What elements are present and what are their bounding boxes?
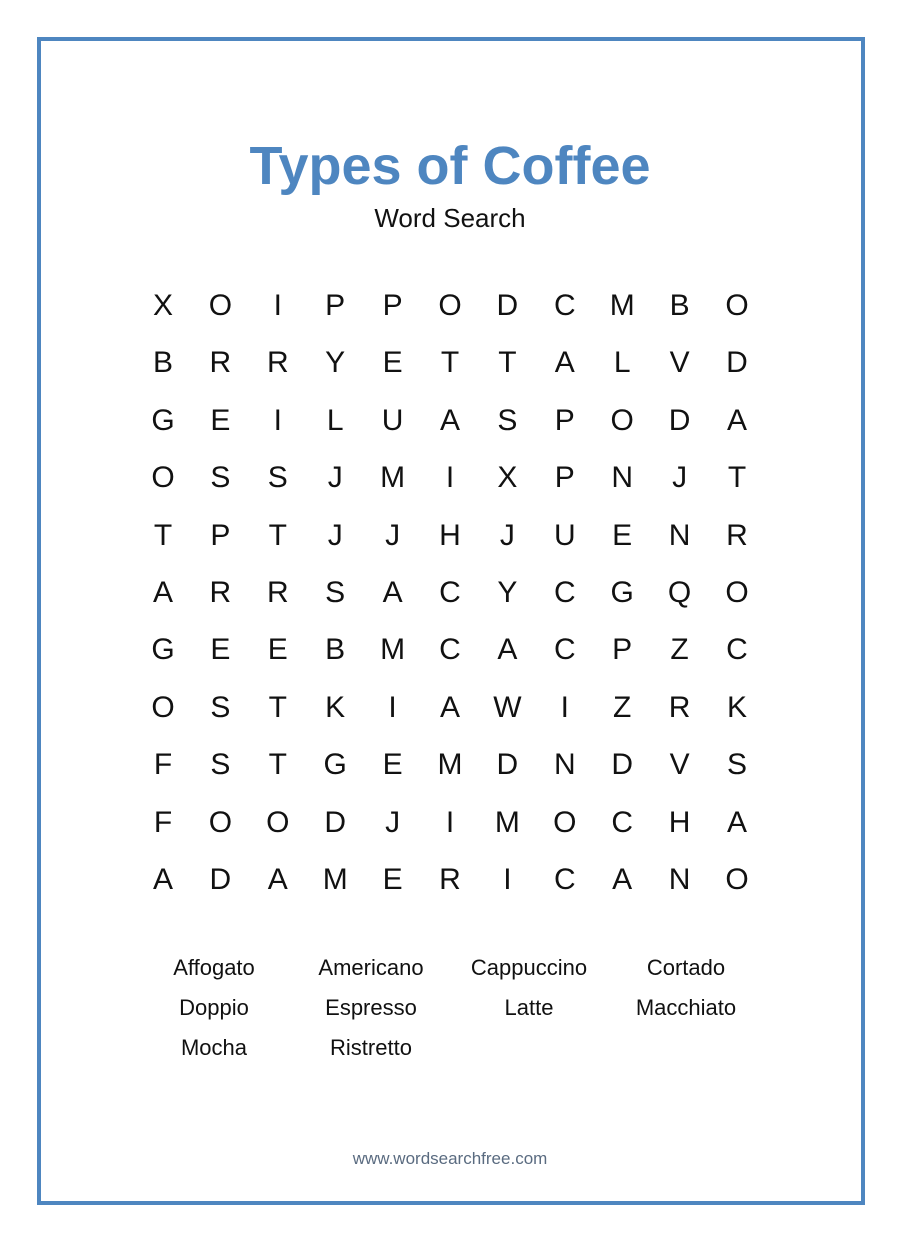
puzzle-subtitle: Word Search bbox=[374, 203, 526, 233]
grid-letter[interactable]: K bbox=[325, 690, 346, 724]
grid-letter[interactable]: G bbox=[610, 576, 634, 609]
grid-letter[interactable]: F bbox=[153, 805, 173, 839]
grid-letter[interactable]: Z bbox=[613, 690, 632, 724]
grid-letter[interactable]: N bbox=[611, 461, 634, 495]
word-list-item: Doppio bbox=[179, 995, 249, 1020]
grid-letter[interactable]: S bbox=[210, 461, 231, 495]
grid-letter[interactable]: G bbox=[151, 633, 175, 667]
grid-letter[interactable]: R bbox=[266, 576, 289, 609]
grid-letter[interactable]: J bbox=[327, 461, 343, 495]
grid-letter[interactable]: H bbox=[439, 518, 461, 552]
grid-letter[interactable]: C bbox=[439, 576, 461, 609]
grid-letter[interactable]: D bbox=[496, 748, 519, 782]
grid-letter[interactable]: L bbox=[613, 346, 631, 380]
grid-letter[interactable]: P bbox=[554, 461, 575, 495]
grid-letter[interactable]: F bbox=[153, 748, 173, 782]
grid-letter[interactable]: O bbox=[151, 461, 175, 495]
grid-letter[interactable]: S bbox=[497, 403, 518, 437]
grid-letter[interactable]: T bbox=[440, 346, 460, 380]
grid-letter[interactable]: O bbox=[208, 805, 233, 839]
grid-letter[interactable]: R bbox=[266, 346, 289, 380]
grid-letter[interactable]: D bbox=[611, 748, 634, 782]
grid-letter[interactable]: A bbox=[439, 690, 460, 724]
grid-letter[interactable]: J bbox=[499, 518, 515, 552]
grid-letter[interactable]: X bbox=[497, 461, 518, 495]
grid-letter[interactable]: R bbox=[668, 690, 691, 724]
grid-letter[interactable]: Z bbox=[670, 633, 689, 667]
grid-letter[interactable]: T bbox=[727, 461, 747, 495]
grid-letter[interactable]: S bbox=[726, 748, 747, 782]
grid-letter[interactable]: T bbox=[268, 690, 287, 724]
grid-letter[interactable]: N bbox=[668, 518, 691, 552]
grid-letter[interactable]: A bbox=[554, 346, 575, 380]
word-list-item: Macchiato bbox=[635, 995, 737, 1020]
grid-letter[interactable]: D bbox=[324, 805, 347, 839]
grid-letter[interactable]: I bbox=[273, 289, 282, 322]
grid-letter[interactable]: L bbox=[326, 403, 344, 437]
grid-letter[interactable]: O bbox=[725, 863, 749, 896]
grid-letter[interactable]: M bbox=[380, 461, 406, 495]
grid-letter[interactable]: W bbox=[493, 690, 522, 724]
grid-letter[interactable]: A bbox=[267, 863, 288, 896]
grid-letter[interactable]: Y bbox=[497, 576, 518, 609]
word-list-item: Affogato bbox=[173, 955, 255, 980]
grid-letter[interactable]: E bbox=[210, 633, 231, 667]
grid-letter[interactable]: U bbox=[553, 518, 576, 552]
grid-letter[interactable]: J bbox=[327, 518, 343, 552]
grid-letter[interactable]: A bbox=[152, 576, 173, 609]
grid-letter[interactable]: S bbox=[210, 748, 231, 782]
grid-letter[interactable]: D bbox=[668, 403, 691, 437]
grid-letter[interactable]: I bbox=[503, 863, 512, 896]
grid-letter[interactable]: I bbox=[273, 403, 282, 437]
word-list-item: Espresso bbox=[325, 995, 417, 1020]
grid-letter[interactable]: E bbox=[382, 863, 403, 896]
grid-letter[interactable]: U bbox=[381, 403, 404, 437]
footer-url[interactable]: www.wordsearchfree.com bbox=[352, 1149, 548, 1168]
grid-letter[interactable]: R bbox=[209, 346, 232, 380]
grid-letter[interactable]: I bbox=[388, 690, 397, 724]
grid-letter[interactable]: O bbox=[725, 576, 749, 609]
grid-letter[interactable]: S bbox=[267, 461, 288, 495]
puzzle-title: Types of Coffee bbox=[249, 136, 651, 196]
grid-letter[interactable]: X bbox=[152, 289, 173, 322]
grid-letter[interactable]: E bbox=[382, 748, 403, 782]
grid-letter[interactable]: I bbox=[560, 690, 569, 724]
grid-letter[interactable]: C bbox=[553, 863, 576, 896]
word-list-item: Cappuccino bbox=[470, 955, 588, 980]
grid-letter[interactable]: M bbox=[437, 748, 463, 782]
grid-letter[interactable]: R bbox=[439, 863, 461, 896]
grid-letter[interactable]: A bbox=[726, 403, 747, 437]
grid-letter[interactable]: Y bbox=[325, 346, 346, 380]
word-list-item: Mocha bbox=[180, 1035, 248, 1060]
grid-letter[interactable]: A bbox=[439, 403, 460, 437]
grid-letter[interactable]: S bbox=[210, 690, 231, 724]
word-list-item: Latte bbox=[504, 995, 554, 1020]
grid-letter[interactable]: O bbox=[725, 289, 749, 322]
grid-letter[interactable]: C bbox=[553, 576, 576, 609]
grid-letter[interactable]: C bbox=[726, 633, 748, 667]
grid-letter[interactable]: A bbox=[497, 633, 518, 667]
grid-letter[interactable]: C bbox=[611, 805, 634, 839]
grid-letter[interactable]: P bbox=[382, 289, 403, 322]
grid-letter[interactable]: E bbox=[612, 518, 633, 552]
grid-letter[interactable]: O bbox=[553, 805, 577, 839]
grid-letter[interactable]: D bbox=[496, 289, 519, 322]
grid-letter[interactable]: K bbox=[726, 690, 747, 724]
word-list-item: Ristretto bbox=[330, 1035, 412, 1060]
grid-letter[interactable]: T bbox=[268, 518, 287, 552]
grid-letter[interactable]: D bbox=[726, 346, 748, 380]
grid-letter[interactable]: M bbox=[380, 633, 406, 667]
grid-letter[interactable]: J bbox=[385, 805, 401, 839]
grid-letter[interactable]: A bbox=[612, 863, 633, 896]
grid-letter[interactable]: O bbox=[208, 289, 233, 322]
grid-letter[interactable]: Q bbox=[667, 576, 692, 609]
grid-letter[interactable]: H bbox=[668, 805, 691, 839]
grid-letter[interactable]: O bbox=[438, 289, 462, 322]
grid-letter[interactable]: V bbox=[669, 346, 690, 380]
grid-letter[interactable]: O bbox=[610, 403, 634, 437]
word-list-item: Cortado bbox=[646, 955, 726, 980]
grid-letter[interactable]: P bbox=[554, 403, 575, 437]
grid-letter[interactable]: B bbox=[152, 346, 173, 380]
grid-letter[interactable]: E bbox=[210, 403, 231, 437]
word-list-item: Americano bbox=[318, 955, 424, 980]
grid-letter[interactable]: A bbox=[382, 576, 403, 609]
grid-letter[interactable]: N bbox=[553, 748, 576, 782]
grid-letter[interactable]: V bbox=[669, 748, 690, 782]
grid-letter[interactable]: E bbox=[267, 633, 288, 667]
grid-letter[interactable]: O bbox=[266, 805, 290, 839]
grid-letter[interactable]: D bbox=[209, 863, 232, 896]
grid-letter[interactable]: N bbox=[668, 863, 691, 896]
grid-letter[interactable]: G bbox=[151, 403, 175, 437]
grid-letter[interactable]: C bbox=[553, 633, 576, 667]
grid-letter[interactable]: A bbox=[152, 863, 173, 896]
grid-letter[interactable]: B bbox=[325, 633, 346, 667]
grid-letter[interactable]: J bbox=[385, 518, 401, 552]
grid-letter[interactable]: O bbox=[151, 690, 175, 724]
grid-letter[interactable]: M bbox=[322, 863, 348, 896]
grid-letter[interactable]: E bbox=[382, 346, 403, 380]
grid-letter[interactable]: P bbox=[210, 518, 231, 552]
grid-letter[interactable]: P bbox=[325, 289, 346, 322]
grid-letter[interactable]: G bbox=[323, 748, 347, 782]
grid-letter[interactable]: I bbox=[445, 805, 455, 839]
grid-letter[interactable]: S bbox=[325, 576, 346, 609]
grid-letter[interactable]: T bbox=[268, 748, 287, 782]
grid-letter[interactable]: P bbox=[612, 633, 633, 667]
grid-letter[interactable]: C bbox=[553, 289, 576, 322]
grid-letter[interactable]: C bbox=[439, 633, 461, 667]
grid-letter[interactable]: J bbox=[672, 461, 688, 495]
grid-letter[interactable]: A bbox=[726, 805, 747, 839]
grid-letter[interactable]: B bbox=[669, 289, 690, 322]
grid-letter[interactable]: T bbox=[498, 346, 517, 380]
grid-letter[interactable]: I bbox=[445, 461, 455, 495]
grid-letter[interactable]: T bbox=[153, 518, 173, 552]
grid-letter[interactable]: M bbox=[609, 289, 635, 322]
grid-letter[interactable]: M bbox=[494, 805, 520, 839]
grid-letter[interactable]: R bbox=[209, 576, 232, 609]
grid-letter[interactable]: R bbox=[726, 518, 748, 552]
